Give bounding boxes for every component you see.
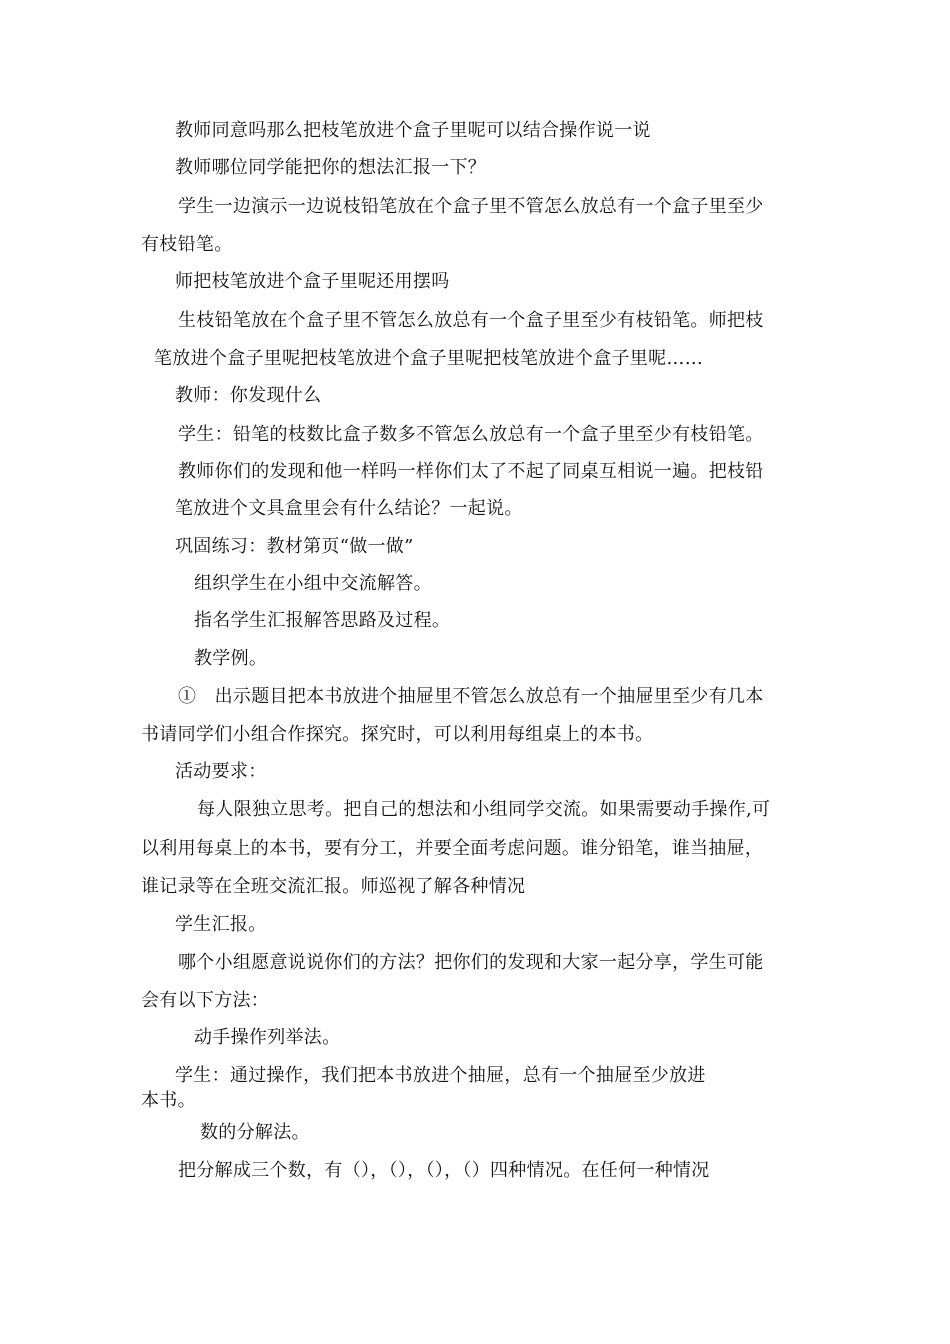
text-line: 学生：通过操作，我们把本书放进个抽屉，总有一个抽屉至少放进	[175, 1065, 706, 1086]
text-line: 师把枝笔放进个盒子里呢还用摆吗	[175, 271, 450, 292]
text-line: 谁记录等在全班交流汇报。师巡视了解各种情况	[141, 876, 526, 897]
text-line: 组织学生在小组中交流解答。	[194, 573, 432, 594]
text-line: 动手操作列举法。	[194, 1027, 341, 1048]
text-line: 会有以下方法：	[141, 990, 270, 1011]
text-line: 学生汇报。	[175, 914, 267, 935]
text-line: 教师：你发现什么	[175, 385, 322, 406]
text-line: 教师你们的发现和他一样吗一样你们太了不起了同桌互相说一遍。把枝铅	[178, 461, 764, 482]
text-line: 数的分解法。	[200, 1122, 310, 1143]
text-line: 有枝铅笔。	[141, 234, 233, 255]
text-line: 生枝铅笔放在个盒子里不管怎么放总有一个盒子里至少有枝铅笔。师把枝	[178, 310, 764, 331]
text-line: 每人限独立思考。把自己的想法和小组同学交流。如果需要动手操作,可	[197, 799, 771, 820]
text-line: 本书。	[141, 1090, 196, 1111]
text-line: 把分解成三个数，有（），（），（），（）四种情况。在任何一种情况	[178, 1160, 710, 1181]
text-line: 指名学生汇报解答思路及过程。	[194, 610, 451, 631]
text-line: 哪个小组愿意说说你们的方法？把你们的发现和大家一起分享，学生可能	[178, 952, 764, 973]
text-line: 笔放进个盒子里呢把枝笔放进个盒子里呢把枝笔放进个盒子里呢……	[154, 348, 703, 369]
text-line: 巩固练习：教材第页“做一做”	[175, 536, 414, 557]
text-line: 学生：铅笔的枝数比盒子数多不管怎么放总有一个盒子里至少有枝铅笔。	[178, 424, 764, 445]
text-line: 活动要求：	[175, 761, 267, 782]
text-line: 学生一边演示一边说枝铅笔放在个盒子里不管怎么放总有一个盒子里至少	[178, 196, 764, 217]
text-line: 教师同意吗那么把枝笔放进个盒子里呢可以结合操作说一说	[175, 120, 651, 141]
text-line: ① 出示题目把本书放进个抽屉里不管怎么放总有一个抽屉里至少有几本	[178, 686, 764, 707]
text-line: 以利用每桌上的本书，要有分工，并要全面考虑问题。谁分铅笔，谁当抽屉，	[141, 838, 764, 859]
text-line: 书请同学们小组合作探究。探究时，可以利用每组桌上的本书。	[141, 724, 654, 745]
text-line: 教师哪位同学能把你的想法汇报一下？	[175, 157, 487, 178]
text-line: 笔放进个文具盒里会有什么结论？一起说。	[175, 498, 523, 519]
text-line: 教学例。	[194, 648, 268, 669]
